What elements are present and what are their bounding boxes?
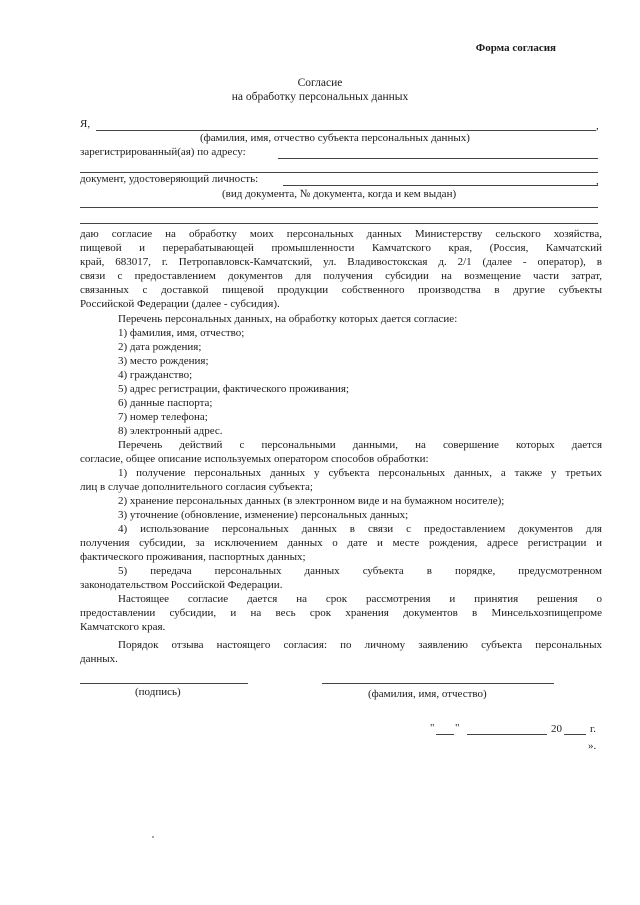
name-hint: (фамилия, имя, отчество субъекта персональных данных) xyxy=(200,132,470,144)
document-hint: (вид документа, № документа, когда и кем выдан) xyxy=(222,188,457,200)
date-close-quote: " xyxy=(455,722,460,734)
actions-intro-line: согласие, общее описание используемых оператором способов обработки: xyxy=(80,453,429,465)
date-year-field[interactable] xyxy=(564,734,586,735)
consent-line: связанных с доставкой пищевой продукции собственного производства в другие субъекты xyxy=(80,284,602,296)
data-list-item: 4) гражданство; xyxy=(118,369,193,381)
actions-intro-line: Перечень действий с персональными данными, на совершение которых дается xyxy=(118,439,602,451)
action-5-line: 5) передача персональных данных субъекта в порядке, предусмотренном xyxy=(118,565,602,577)
address-label: зарегистрированный(ая) по адресу: xyxy=(80,146,246,158)
data-list-item: 7) номер телефона; xyxy=(118,411,208,423)
document-field[interactable] xyxy=(283,185,598,186)
document-title: Согласие xyxy=(297,77,343,89)
action-3: 3) уточнение (обновление, изменение) персональных данных; xyxy=(118,509,409,521)
action-1-line: лиц в случае дополнительного согласия субъекта; xyxy=(80,481,313,493)
consent-line: даю согласие на обработку моих персональных данных Министерству сельского хозяйства, xyxy=(80,228,602,240)
trailing-mark: ». xyxy=(588,740,597,752)
action-1-line: 1) получение персональных данных у субъекта персональных данных, а также у третьих xyxy=(118,467,602,479)
term-line: Настоящее согласие дается на срок рассмотрения и принятия решения о xyxy=(118,593,602,605)
data-list-item: 2) дата рождения; xyxy=(118,341,202,353)
action-4-line: фактического проживания, паспортных данных; xyxy=(80,551,306,563)
document-field-end: , xyxy=(596,175,599,187)
data-list-item: 3) место рождения; xyxy=(118,355,209,367)
name-field[interactable] xyxy=(96,130,596,131)
date-year-suffix: г. xyxy=(590,723,597,735)
date-month-field[interactable] xyxy=(467,734,547,735)
revoke-line: данных. xyxy=(80,653,118,665)
form-label: Форма согласия xyxy=(475,42,556,54)
data-list-item: 5) адрес регистрации, фактического проживания; xyxy=(118,383,349,395)
action-4-line: получения субсидии, за исключением данных о дате и месте рождения, адресе регистрации и xyxy=(80,537,602,549)
signature-field[interactable] xyxy=(80,683,248,684)
signer-name-hint: (фамилия, имя, отчество) xyxy=(368,688,487,700)
data-list-item: 1) фамилия, имя, отчество; xyxy=(118,327,245,339)
term-line: предоставлении субсидии, и на весь срок хранения документов в Минсельхозпищепроме xyxy=(80,607,602,619)
date-day-field[interactable] xyxy=(436,734,454,735)
action-5-line: законодательством Российской Федерации. xyxy=(80,579,283,591)
consent-line: связи с предоставлением документов для получения субсидии на возмещение части затрат, xyxy=(80,270,602,282)
consent-line: Российской Федерации (далее - субсидия). xyxy=(80,298,280,310)
data-list-item: 8) электронный адрес. xyxy=(118,425,223,437)
date-year-prefix: 20 xyxy=(551,723,562,735)
scan-speck xyxy=(152,836,154,838)
name-prefix: Я, xyxy=(80,118,91,130)
document-field-line-2[interactable] xyxy=(80,207,598,208)
revoke-line: Порядок отзыва настоящего согласия: по личному заявлению субъекта персональных xyxy=(118,639,602,651)
action-2: 2) хранение персональных данных (в электронном виде и на бумажном носителе); xyxy=(118,495,505,507)
consent-line: пищевой и перерабатывающей промышленности Камчатского края, (Россия, Камчатский xyxy=(80,242,602,254)
data-list-item: 6) данные паспорта; xyxy=(118,397,213,409)
signer-name-field[interactable] xyxy=(322,683,554,684)
term-line: Камчатского края. xyxy=(80,621,166,633)
date-open-quote: " xyxy=(430,722,435,734)
document-label: документ, удостоверяющий личность: xyxy=(80,173,259,185)
data-list-intro: Перечень персональных данных, на обработку которых дается согласие: xyxy=(118,313,458,325)
signature-hint: (подпись) xyxy=(135,686,181,698)
address-field[interactable] xyxy=(278,158,598,159)
document-field-line-3[interactable] xyxy=(80,223,598,224)
document-subtitle: на обработку персональных данных xyxy=(231,91,409,103)
action-4-line: 4) использование персональных данных в связи с предоставлением документов для xyxy=(118,523,602,535)
consent-line: край, 683017, г. Петропавловск-Камчатский, ул. Владивостокская д. 2/1 (далее - оператор), в xyxy=(80,256,602,268)
name-field-end: , xyxy=(596,120,599,132)
